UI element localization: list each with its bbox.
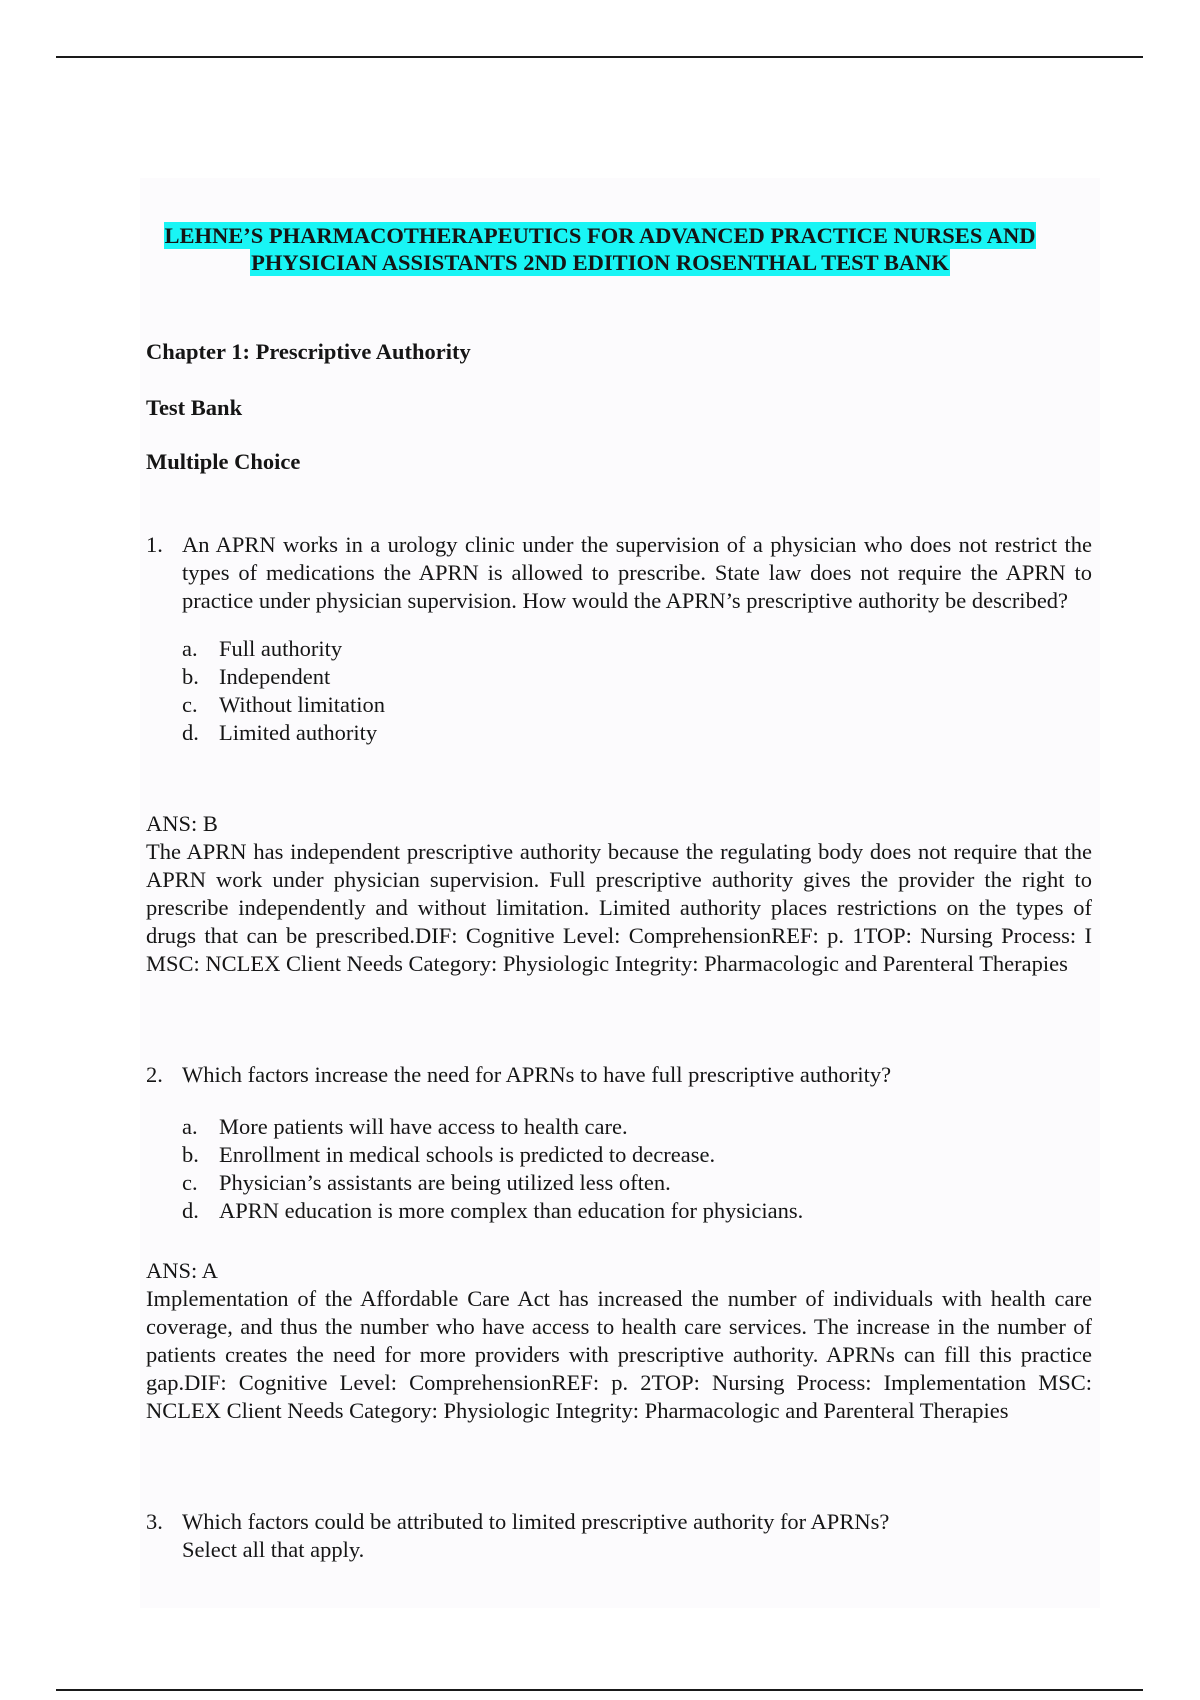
option-letter: a. <box>182 1114 198 1139</box>
subsection-heading: Multiple Choice <box>146 449 301 474</box>
option-text: Physician’s assistants are being utilized less often. <box>219 1170 671 1195</box>
option-b <box>182 1141 1092 1169</box>
question-text-line-1: Which factors could be attributed to limited prescriptive authority for APRNs? <box>182 1509 890 1534</box>
answer-rationale: Implementation of the Affordable Care Act has increased the number of individuals with health care coverage, and thus the number who have access to health care services. The increase in the number of patients creates the need for more providers with prescriptive authority. APRNs can fill this practice gap.DIF: Cognitive Level: ComprehensionREF: p. 2TOP: Nursing Process: Implementation MSC: NCLEX Client Needs Category: Physiologic Integrity: Pharmacologic and Parenteral Therapies <box>146 1286 1092 1423</box>
title-line-2: PHYSICIAN ASSISTANTS 2ND EDITION ROSENTHAL TEST BANK <box>251 250 949 275</box>
question-number: 1. <box>146 532 163 557</box>
chapter-heading: Chapter 1: Prescriptive Authority <box>146 339 471 364</box>
option-d <box>182 719 1092 747</box>
question-1 <box>146 531 1092 747</box>
section-heading: Test Bank <box>146 395 243 420</box>
question-number: 3. <box>146 1509 163 1534</box>
document-title <box>60 222 1140 276</box>
option-d <box>182 1197 1092 1225</box>
option-text: Without limitation <box>219 692 385 717</box>
option-text: Enrollment in medical schools is predicted to decrease. <box>219 1142 716 1167</box>
option-letter: c. <box>182 692 198 717</box>
question-text: Which factors increase the need for APRNs to have full prescriptive authority? <box>182 1062 892 1087</box>
top-rule <box>56 56 1143 58</box>
question-number: 2. <box>146 1062 163 1087</box>
option-text: Full authority <box>219 636 343 661</box>
answer-options <box>182 635 1092 747</box>
answer-key: ANS: A <box>146 1258 218 1283</box>
answer-rationale: The APRN has independent prescriptive authority because the regulating body does not require that the APRN work under physician supervision. Full prescriptive authority gives the provider the right to prescribe independently and without limitation. Limited authority places restrictions on the types of drugs that can be prescribed.DIF: Cognitive Level: ComprehensionREF: p. 1TOP: Nursing Process: I MSC: NCLEX Client Needs Category: Physiologic Integrity: Pharmacologic and Parenteral Therapies <box>146 839 1092 976</box>
option-c <box>182 1169 1092 1197</box>
question-3 <box>146 1508 1092 1564</box>
answer-options <box>182 1113 1092 1225</box>
option-letter: c. <box>182 1170 198 1195</box>
option-c <box>182 691 1092 719</box>
answer-key: ANS: B <box>146 811 218 836</box>
title-line-1: LEHNE’S PHARMACOTHERAPEUTICS FOR ADVANCED PRACTICE NURSES AND <box>164 223 1036 248</box>
option-a <box>182 635 1092 663</box>
answer-block-2 <box>146 1257 1092 1425</box>
option-letter: a. <box>182 636 198 661</box>
option-letter: b. <box>182 664 199 689</box>
option-text: APRN education is more complex than education for physicians. <box>219 1198 804 1223</box>
option-a <box>182 1113 1092 1141</box>
option-letter: d. <box>182 1198 199 1223</box>
option-b <box>182 663 1092 691</box>
question-text: An APRN works in a urology clinic under the supervision of a physician who does not restrict the types of medications the APRN is allowed to prescribe. State law does not require the APRN to practice under physician supervision. How would the APRN’s prescriptive authority be described? <box>182 532 1092 613</box>
question-text <box>182 1508 1092 1564</box>
option-letter: d. <box>182 720 199 745</box>
bottom-rule <box>56 1689 1143 1691</box>
question-2 <box>146 1061 1092 1225</box>
option-text: Limited authority <box>219 720 378 745</box>
option-text: More patients will have access to health care. <box>219 1114 628 1139</box>
question-text-line-2: Select all that apply. <box>182 1537 365 1562</box>
option-letter: b. <box>182 1142 199 1167</box>
option-text: Independent <box>219 664 331 689</box>
answer-block-1 <box>146 810 1092 978</box>
